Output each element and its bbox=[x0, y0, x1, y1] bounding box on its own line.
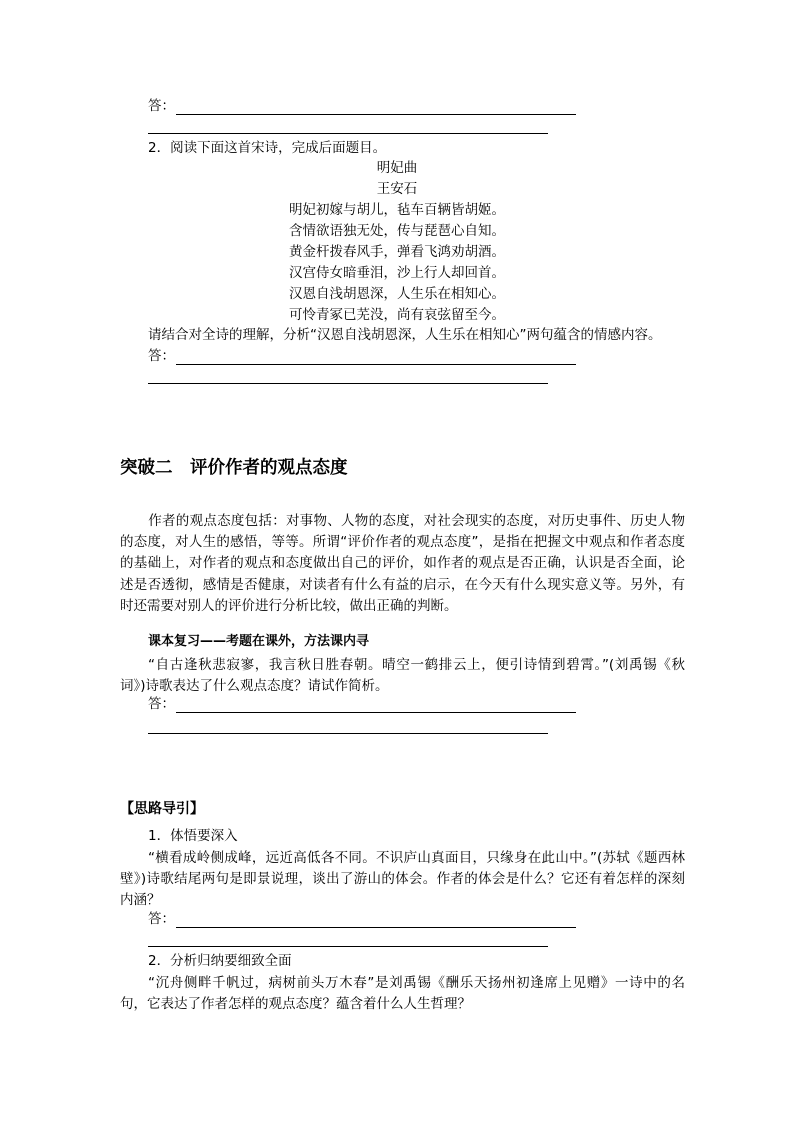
review-question-text: “自古逢秋悲寂寥，我言秋日胜春朝。晴空一鹤排云上，便引诗情到碧霄。”(刘禹锡《秋词》)诗歌表达了什么观点态度？请试作简析。 bbox=[120, 657, 685, 695]
poem-line: 汉宫侍女暗垂泪，沙上行人却回首。 bbox=[289, 265, 505, 281]
answer-line bbox=[176, 927, 576, 928]
guide-item-2-text bbox=[120, 973, 685, 1015]
guide-heading: 【思路导引】 bbox=[120, 801, 204, 817]
question-2-intro: 2．阅读下面这首宋诗，完成后面题目。 bbox=[148, 140, 387, 156]
answer-label: 答： bbox=[148, 348, 175, 364]
answer-line bbox=[148, 383, 548, 384]
section-heading: 突破二 评价作者的观点态度 bbox=[120, 458, 348, 478]
answer-line bbox=[148, 133, 548, 134]
review-question bbox=[120, 655, 685, 697]
answer-label: 答： bbox=[148, 911, 175, 927]
answer-label: 答： bbox=[148, 98, 175, 114]
guide-item-1-title: 1．体悟要深入 bbox=[148, 828, 238, 844]
answer-line bbox=[148, 946, 548, 947]
poem-line: 黄金杆拨春风手，弹看飞鸿劝胡酒。 bbox=[289, 244, 505, 260]
poem-author: 王安石 bbox=[376, 181, 418, 197]
poem-line: 可怜青冢已芜没，尚有哀弦留至今。 bbox=[289, 307, 505, 323]
guide-item-1-body: “横看成岭侧成峰，远近高低各不同。不识庐山真面目，只缘身在此山中。”(苏轼《题西林壁》)诗歌结尾两句是即景说理，谈出了游山的体会。作者的体会是什么？它还有着怎样的深刻内涵？ bbox=[120, 850, 685, 909]
answer-line bbox=[176, 712, 576, 713]
answer-line bbox=[176, 364, 576, 365]
section-intro-text: 作者的观点态度包括：对事物、人物的态度，对社会现实的态度，对历史事件、历史人物的态度，对人生的感悟，等等。所谓“评价作者的观点态度”，是指在把握文中观点和作者态度的基础上，对作者的观点和态度做出自己的评价，如作者的观点是否正确，认识是否全面，论述是否透彻，感情是否健康，对读者有什么有益的启示，在今天有什么现实意义等。另外，有时还需要对别人的评价进行分析比较，做出正确的判断。 bbox=[120, 513, 685, 614]
section-intro-paragraph bbox=[120, 511, 685, 617]
answer-label: 答： bbox=[148, 696, 175, 712]
question-2-prompt: 请结合对全诗的理解，分析“汉恩自浅胡恩深，人生乐在相知心”两句蕴含的情感内容。 bbox=[148, 327, 662, 343]
guide-item-2-title: 2．分析归纳要细致全面 bbox=[148, 953, 292, 969]
answer-line bbox=[148, 733, 548, 734]
answer-line bbox=[176, 114, 576, 115]
poem-line: 含情欲语独无处，传与琵琶心自知。 bbox=[289, 223, 505, 239]
guide-item-1-text bbox=[120, 848, 685, 912]
poem-title: 明妃曲 bbox=[376, 160, 418, 176]
poem-line: 明妃初嫁与胡儿，毡车百辆皆胡姬。 bbox=[289, 202, 505, 218]
poem-line: 汉恩自浅胡恩深，人生乐在相知心。 bbox=[289, 286, 505, 302]
review-title: 课本复习——考题在课外，方法课内寻 bbox=[148, 634, 370, 649]
guide-item-2-body: “沉舟侧畔千帆过，病树前头万木春”是刘禹锡《酬乐天扬州初逢席上见赠》一诗中的名句，它表达了作者怎样的观点态度？蕴含着什么人生哲理？ bbox=[120, 975, 685, 1013]
